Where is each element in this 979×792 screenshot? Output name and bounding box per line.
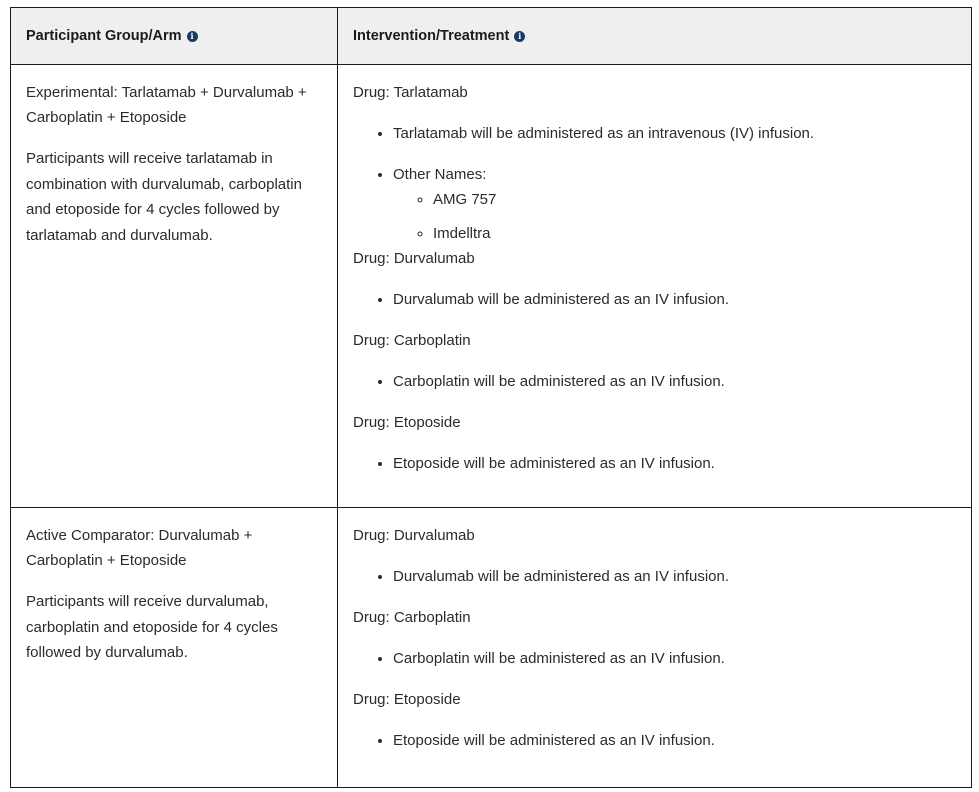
- table-row: [11, 508, 972, 788]
- other-name: ◦ Imdelltra: [433, 221, 956, 246]
- drug-item: [353, 80, 956, 246]
- drug-detail: • Carboplatin will be administered as an IV infusion.: [393, 369, 956, 394]
- other-name: ◦ AMG 757: [433, 187, 956, 212]
- drug-detail: • Tarlatamab will be administered as an intravenous (IV) infusion.: [393, 121, 956, 146]
- arm-cell: [11, 508, 338, 788]
- arm-title: Experimental: Tarlatamab + Durvalumab + Carboplatin + Etoposide: [26, 84, 307, 126]
- drug-item: [353, 523, 956, 589]
- drug-name: Drug: Tarlatamab: [353, 84, 468, 101]
- other-names: [393, 162, 956, 246]
- drug-details: [353, 287, 956, 312]
- drug-details: [353, 369, 956, 394]
- drug-detail: • Carboplatin will be administered as an IV infusion.: [393, 646, 956, 671]
- drug-item: [353, 687, 956, 753]
- drug-detail: • Etoposide will be administered as an IV infusion.: [393, 728, 956, 753]
- drug-detail: • Durvalumab will be administered as an IV infusion.: [393, 287, 956, 312]
- drug-details: [353, 646, 956, 671]
- drug-details: [353, 728, 956, 753]
- header-intervention-treatment: [338, 8, 972, 65]
- header-participant-group-arm: [11, 8, 338, 65]
- header-label: Participant Group/Arm: [26, 28, 182, 44]
- drug-item: [353, 246, 956, 312]
- drug-name: Drug: Etoposide: [353, 414, 461, 431]
- drug-name: Drug: Durvalumab: [353, 250, 475, 267]
- arm-title: Active Comparator: Durvalumab + Carboplatin + Etoposide: [26, 527, 253, 569]
- drug-details: [353, 451, 956, 476]
- drug-details: [353, 121, 956, 246]
- info-icon[interactable]: i: [187, 31, 198, 42]
- drug-name: Drug: Carboplatin: [353, 332, 471, 349]
- other-names-list: [393, 187, 956, 246]
- header-label: Intervention/Treatment: [353, 28, 510, 44]
- arm-description: Participants will receive durvalumab, carboplatin and etoposide for 4 cycles followed by durvalumab.: [26, 593, 278, 661]
- drug-name: Drug: Durvalumab: [353, 527, 475, 544]
- intervention-cell: [338, 65, 972, 508]
- drug-item: [353, 328, 956, 394]
- drug-detail: • Durvalumab will be administered as an IV infusion.: [393, 564, 956, 589]
- intervention-cell: [338, 508, 972, 788]
- drug-item: [353, 605, 956, 671]
- drug-name: Drug: Etoposide: [353, 691, 461, 708]
- arms-interventions-table: [10, 7, 972, 788]
- info-icon[interactable]: i: [514, 31, 525, 42]
- other-names-label: Other Names:: [393, 166, 487, 183]
- drug-details: [353, 564, 956, 589]
- drug-item: [353, 410, 956, 476]
- arm-description: Participants will receive tarlatamab in combination with durvalumab, carboplatin and etoposide for 4 cycles followed by tarlatamab and durvalumab.: [26, 150, 302, 244]
- arm-cell: [11, 65, 338, 508]
- table-header-row: [11, 8, 972, 65]
- drug-name: Drug: Carboplatin: [353, 609, 471, 626]
- drug-detail: • Etoposide will be administered as an IV infusion.: [393, 451, 956, 476]
- table-row: [11, 65, 972, 508]
